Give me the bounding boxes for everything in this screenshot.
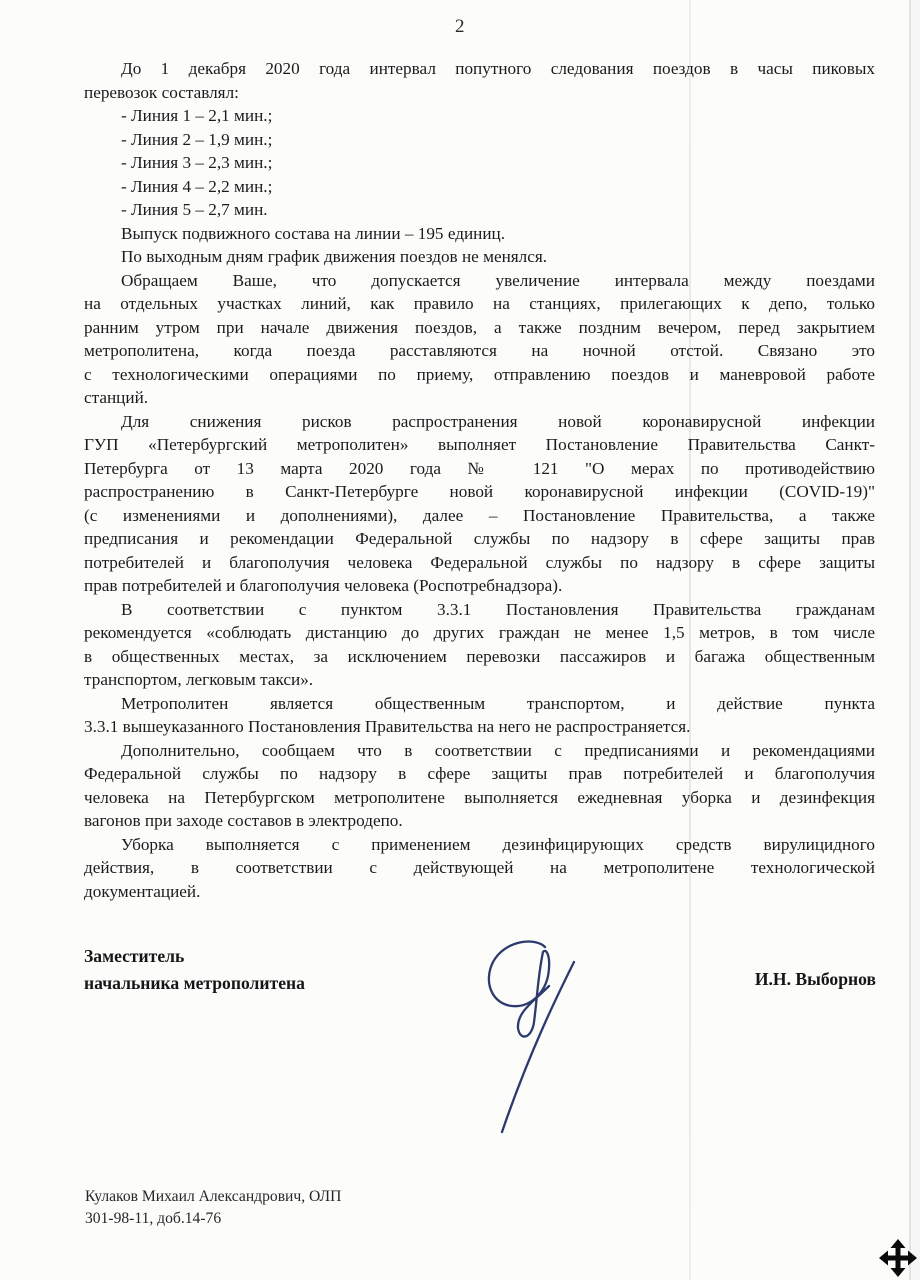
text-line: предписания и рекомендации Федеральной службы по надзору в сфере защиты прав xyxy=(84,529,875,548)
text-line: человека на Петербургском метрополитене выполняется ежедневная уборка и дезинфекция xyxy=(84,787,875,807)
text-line: в общественных местах, за исключением перевозки пассажиров и багажа общественным xyxy=(84,646,875,666)
list-item: - Линия 1 – 2,1 мин.; xyxy=(121,106,273,125)
footer-contact-name: Кулаков Михаил Александрович, ОЛП xyxy=(85,1188,342,1205)
text-line: потребителей и благополучия человека Федеральной службы по надзору в сфере защиты xyxy=(84,552,875,572)
text-line: В соответствии с пунктом 3.3.1 Постановления Правительства гражданам xyxy=(121,599,875,619)
scan-edge-strip xyxy=(911,0,920,1280)
text-line: Дополнительно, сообщаем что в соответствии с предписаниями и рекомендациями xyxy=(121,740,875,760)
scan-fold-line xyxy=(909,0,911,1280)
footer-contact xyxy=(85,1186,505,1230)
list-item: - Линия 2 – 1,9 мин.; xyxy=(121,129,273,149)
text-line: документацией. xyxy=(84,881,201,901)
text-line: По выходным дням график движения поездов не менялся. xyxy=(121,247,548,266)
text-line: действия, в соответствии с действующей на метрополитене технологической xyxy=(84,858,875,877)
text-line: ГУП «Петербургский метрополитен» выполняет Постановление Правительства Санкт- xyxy=(84,435,875,454)
text-line: Выпуск подвижного состава на линии – 195 единиц. xyxy=(121,223,506,243)
list-item: - Линия 3 – 2,3 мин.; xyxy=(121,153,273,172)
signatory-title-line1: Заместитель xyxy=(84,946,185,966)
text-line: с технологическими операциями по приему, отправлению поездов и маневровой работе xyxy=(84,364,875,384)
text-line: ранним утром при начале движения поездов, а также поздним вечером, перед закрытием xyxy=(84,317,875,337)
footer-contact-phone: 301-98-11, доб.14-76 xyxy=(85,1210,222,1227)
signatory-title-line2: начальника метрополитена xyxy=(84,973,305,993)
text-line: Петербурга от 13 марта 2020 года № 121 "О мерах по противодействию xyxy=(84,458,875,478)
text-line: Обращаем Ваше, что допускается увеличение интервала между поездами xyxy=(121,270,875,290)
handwritten-signature xyxy=(455,925,625,1155)
text-line: прав потребителей и благополучия человека (Роспотребнадзора). xyxy=(84,576,563,595)
text-line: 3.3.1 вышеуказанного Постановления Правительства на него не распространяется. xyxy=(84,717,691,736)
text-line: метрополитена, когда поезда расставляются на ночной отстой. Связано это xyxy=(84,341,875,360)
text-line: Метрополитен является общественным транспортом, и действие пункта xyxy=(121,693,875,713)
text-line: транспортом, легковым такси». xyxy=(84,670,314,689)
signatory-title xyxy=(84,943,414,997)
move-icon[interactable] xyxy=(879,1239,917,1277)
text-line: на отдельных участках линий, как правило на станциях, прилегающих к депо, только xyxy=(84,294,875,313)
text-line: Для снижения рисков распространения новой коронавирусной инфекции xyxy=(121,411,875,431)
text-line: станций. xyxy=(84,388,149,407)
text-line: вагонов при заходе составов в электродепо. xyxy=(84,811,403,830)
text-line: (с изменениями и дополнениями), далее – Постановление Правительства, а также xyxy=(84,505,875,525)
text-line: рекомендуется «соблюдать дистанцию до других граждан не менее 1,5 метров, в том числе xyxy=(84,623,875,642)
page-number: 2 xyxy=(455,16,465,37)
list-item: - Линия 4 – 2,2 мин.; xyxy=(121,176,273,196)
text-line: Федеральной службы по надзору в сфере защиты прав потребителей и благополучия xyxy=(84,764,875,783)
text-line: До 1 декабря 2020 года интервал попутного следования поездов в часы пиковых xyxy=(121,59,875,78)
signatory-name: И.Н. Выборнов xyxy=(754,969,876,989)
text-line: Уборка выполняется с применением дезинфицирующих средств вирулицидного xyxy=(121,834,875,854)
text-line: распространению в Санкт-Петербурге новой коронавирусной инфекции (COVID-19)" xyxy=(84,482,875,501)
letter-body xyxy=(84,57,875,903)
text-line: перевозок составлял: xyxy=(84,82,239,102)
list-item: - Линия 5 – 2,7 мин. xyxy=(121,200,268,219)
